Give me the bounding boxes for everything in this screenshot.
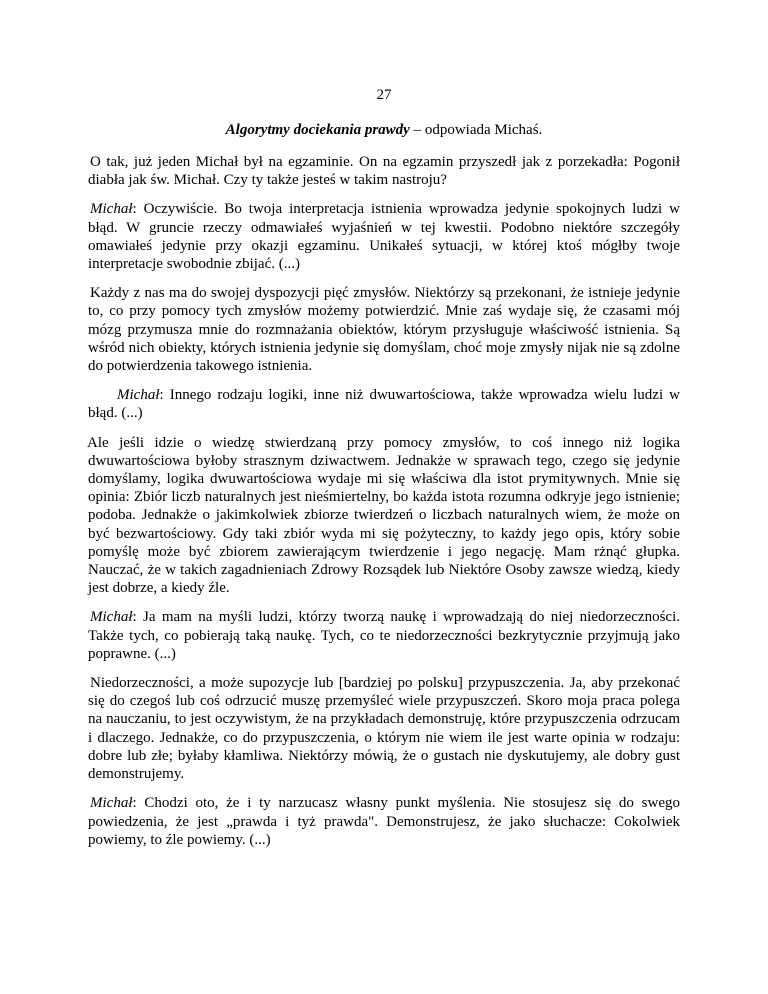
heading-suffix: – odpowiada Michaś. [409,122,543,138]
paragraph-text: : Innego rodzaju logiki, inne niż dwuwartościowa, także wprowadza wielu ludzi w błąd. (...) [88,387,680,422]
paragraph-text: Niedorzeczności, a może supozycje lub [bardziej po polsku] przypuszczenia. Ja, aby przekonać się do czegoś lub coś odrzucić muszę przemyśleć wiele przypuszczeń. Skoro moja praca polega na nauczaniu, to jest oczywistym, że na przykładach demonstruję, które przypuszczenia odrzucam i dlaczego. Jednakże, co do przypuszczenia, o którym nie wiem ile jest warte opinia w rodzaju: dobre lub złe; byłaby kłamliwa. Niektórzy mówią, że o gustach nie dyskutujemy, ale dobry gust demonstrujemy. [88,675,680,783]
paragraph [88,434,680,598]
paragraph [88,200,680,273]
paragraph [88,153,680,189]
speaker-name: Michał [90,201,133,218]
paragraph-text: : Chodzi oto, że i ty narzucasz własny punkt myślenia. Nie stosujesz się do swego powiedzenia, że jest „prawda i tyż prawda". Demonstrujesz, że jako słuchacze: Cokolwiek powiemy, to źle powiemy. (...) [88,795,680,848]
paragraph-text: Ale jeśli idzie o wiedzę stwierdzaną przy pomocy zmysłów, to coś innego niż logika dwuwartościowa byłoby strasznym dziwactwem. Jednakże w sprawach tego, czego się jedynie domyślamy, logika dwuwartościowa wydaje mi się właściwa dla istot prymitywnych. Mnie się opinia: Zbiór liczb naturalnych jest nieśmiertelny, bo każda istota rozumna odkryje jego istnienie; podoba. Jednakże o jakimkolwiek zbiorze twierdzeń o liczbach naturalnych wiem, że może on być bezwartościowy. Gdy taki zbiór wyda mi się pożyteczny, to każdy jego opis, który sobie pomyślę może być zbiorem zawierającym twierdzenie i jego negację. Mam rżnąć głupka. Nauczać, że w takich zagadnieniach Zdrowy Rozsądek lub Niektóre Osoby zawsze wiedzą, kiedy jest dobrze, a kiedy źle. [87,434,680,597]
speaker-name: Michał [90,795,133,812]
paragraph [88,674,680,783]
paragraph [88,386,680,422]
paragraph [88,608,680,663]
paragraph-text: Każdy z nas ma do swojej dyspozycji pięć zmysłów. Niektórzy są przekonani, że istnieje jedynie to, co przy pomocy tych zmysłów możemy potwierdzić. Mnie zaś wydaje się, że czasami mój mózg przymusza mnie do rozmnażania obiektów, którym przysługuje właściwość istnienia. Są wśród nich obiekty, których istnienia jedynie się domyślam, choć moje zmysły nijak nie są zdolne do potwierdzenia takowego istnienia. [88,285,680,375]
paragraph-text: : Oczywiście. Bo twoja interpretacja istnienia wprowadza jedynie spokojnych ludzi w błąd. W gruncie rzeczy odmawiałeś wyjaśnień w tej kwestii. Podobno niektóre szczegóły omawiałeś jedynie przy okazji egzaminu. Unikałeś sytuacji, w której ktoś mógłby twoje interpretacje swobodnie zbijać. (...) [88,201,680,273]
paragraph-text: O tak, już jeden Michał był na egzaminie. On na egzamin przyszedł jak z porzekadła: Pogonił diabła jak św. Michał. Czy ty także jesteś w takim nastroju? [88,154,680,189]
body-text [88,153,680,860]
section-heading [0,121,768,139]
paragraph [88,794,680,849]
paragraph [88,284,680,375]
page-number: 27 [376,87,392,103]
paragraph-text: : Ja mam na myśli ludzi, którzy tworzą naukę i wprowadzają do niej niedorzeczności. Także tych, co pobierają taką naukę. Tych, co te niedorzeczności bezkrytycznie przyjmują jako poprawne. (...) [88,609,680,662]
heading-title: Algorytmy dociekania prawdy [225,122,410,138]
speaker-name: Michał [90,609,133,626]
speaker-name: Michał [117,387,160,404]
